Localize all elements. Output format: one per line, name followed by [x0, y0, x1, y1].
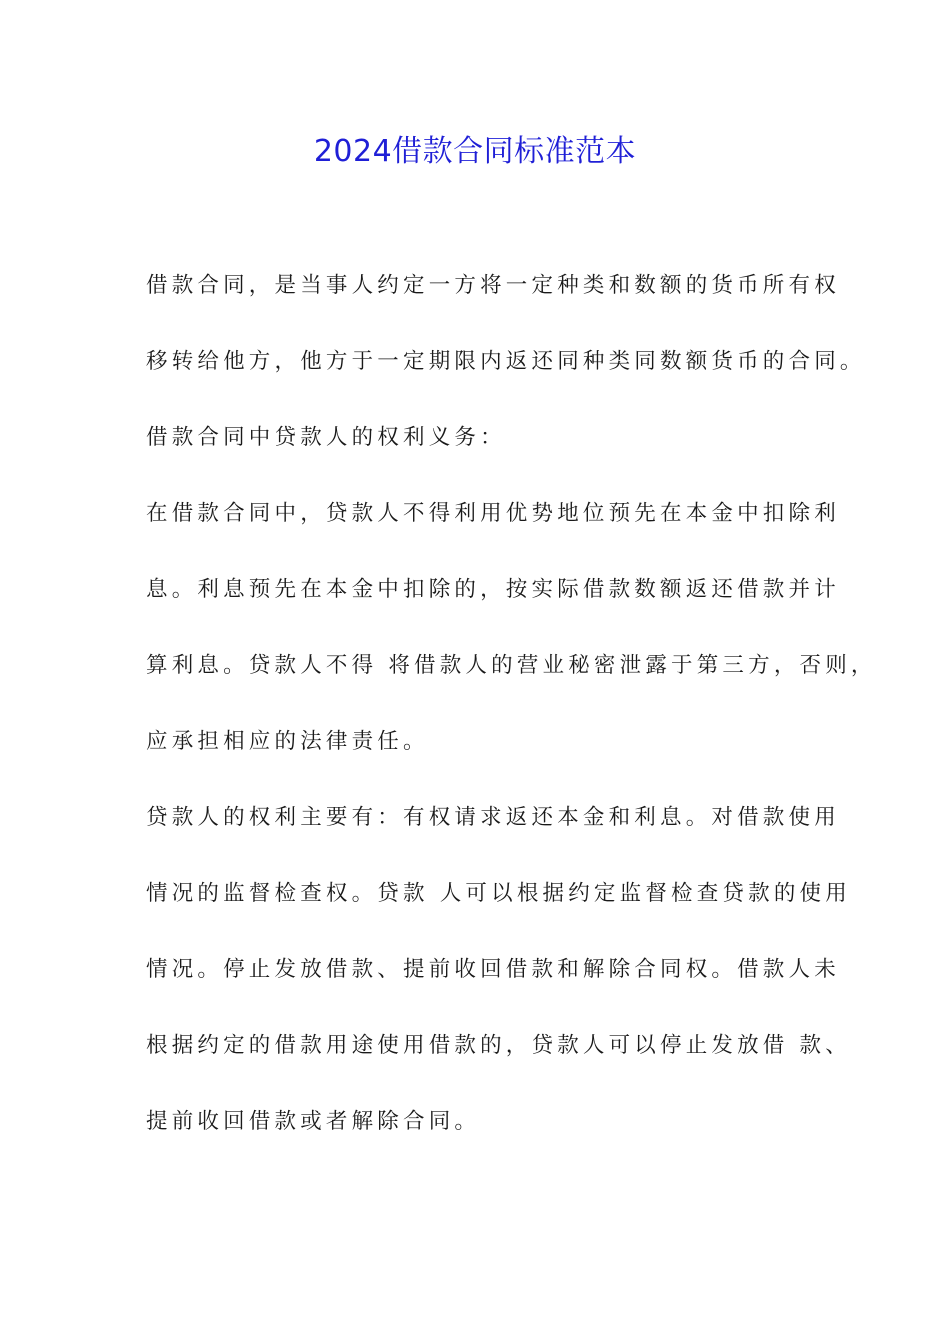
body-line: 算利息。贷款人不得 将借款人的营业秘密泄露于第三方，否则， [146, 653, 877, 678]
body-line: 情况的监督检查权。贷款 人可以根据约定监督检查贷款的使用 [146, 881, 851, 906]
body-line: 移转给他方，他方于一定期限内返还同种类同数额货币的合同。 [146, 349, 866, 374]
body-line: 贷款人的权利主要有：有权请求返还本金和利息。对借款使用 [146, 805, 840, 830]
body-line: 情况。停止发放借款、提前收回借款和解除合同权。借款人未 [146, 957, 840, 982]
body-line: 借款合同，是当事人约定一方将一定种类和数额的货币所有权 [146, 273, 840, 298]
document-title: 2024借款合同标准范本 [313, 134, 637, 169]
document-body [146, 264, 877, 1176]
body-line: 提前收回借款或者解除合同。 [146, 1109, 481, 1134]
body-line: 在借款合同中，贷款人不得利用优势地位预先在本金中扣除利 [146, 501, 840, 526]
body-line: 应承担相应的法律责任。 [146, 729, 429, 754]
body-line: 息。利息预先在本金中扣除的，按实际借款数额返还借款并计 [146, 577, 840, 602]
body-line: 根据约定的借款用途使用借款的，贷款人可以停止发放借 款、 [146, 1033, 851, 1058]
body-line: 借款合同中贷款人的权利义务： [146, 425, 506, 450]
